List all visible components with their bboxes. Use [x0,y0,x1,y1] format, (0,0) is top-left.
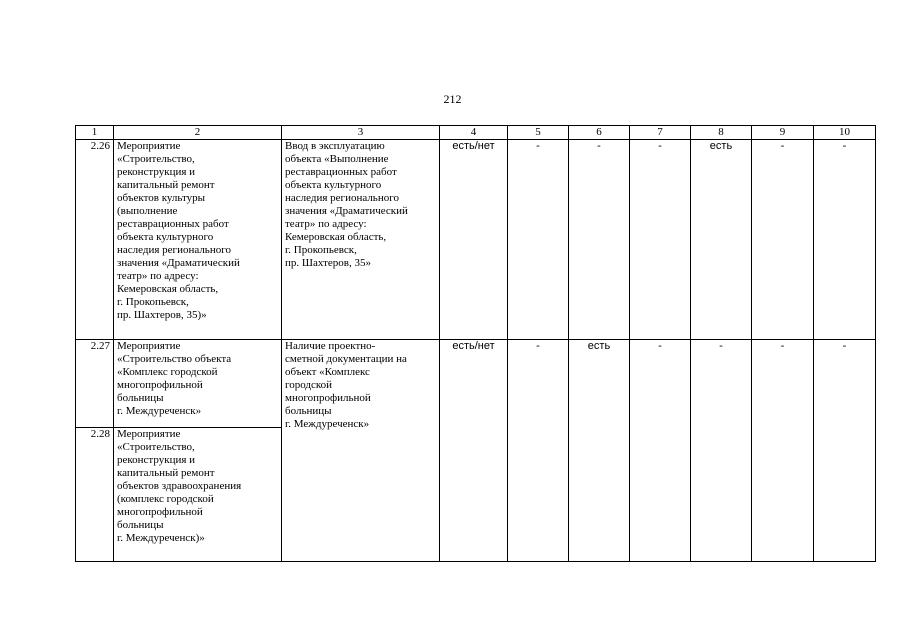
value-cell: - [691,340,752,562]
column-header-6: 6 [569,126,630,140]
indicators-table [75,125,876,562]
value-cell: - [630,340,691,562]
value-cell: есть [691,140,752,340]
table-row [76,140,876,340]
activity-cell: Мероприятие «Строительство объекта «Комплекс городской многопрофильной больницы г. Междуреченск» [114,340,282,428]
value-cell: - [569,140,630,340]
header-row [76,126,876,140]
activity-cell: Мероприятие «Строительство, реконструкция и капитальный ремонт объектов здравоохранения (комплекс городской многопрофильной больницы г. Междуреченск)» [114,428,282,562]
column-header-10: 10 [814,126,876,140]
activity-cell: Мероприятие «Строительство, реконструкция и капитальный ремонт объектов культуры (выполнение реставрационных работ объекта культурного наследия регионального значения «Драматический театр» по адресу: Кемеровская область, г. Прокопьевск, пр. Шахтеров, 35)» [114,140,282,340]
indicator-cell: Ввод в эксплуатацию объекта «Выполнение реставрационных работ объекта культурного наследия регионального значения «Драматический театр» по адресу: Кемеровская область, г. Прокопьевск, пр. Шахтеров, 35» [282,140,440,340]
value-cell: - [508,340,569,562]
value-cell: - [814,140,876,340]
unit-cell: есть/нет [440,340,508,562]
table-row [76,340,876,428]
row-number: 2.28 [76,428,114,562]
column-header-7: 7 [630,126,691,140]
value-cell: - [752,140,814,340]
value-cell: есть [569,340,630,562]
indicator-cell: Наличие проектно- сметной документации на объект «Комплекс городской многопрофильной больницы г. Междуреченск» [282,340,440,562]
column-header-9: 9 [752,126,814,140]
column-header-3: 3 [282,126,440,140]
value-cell: - [814,340,876,562]
column-header-4: 4 [440,126,508,140]
value-cell: - [752,340,814,562]
column-header-2: 2 [114,126,282,140]
value-cell: - [630,140,691,340]
column-header-1: 1 [76,126,114,140]
column-header-8: 8 [691,126,752,140]
page-number: 212 [443,92,462,106]
value-cell: - [508,140,569,340]
unit-cell: есть/нет [440,140,508,340]
row-number: 2.26 [76,140,114,340]
row-number: 2.27 [76,340,114,428]
column-header-5: 5 [508,126,569,140]
